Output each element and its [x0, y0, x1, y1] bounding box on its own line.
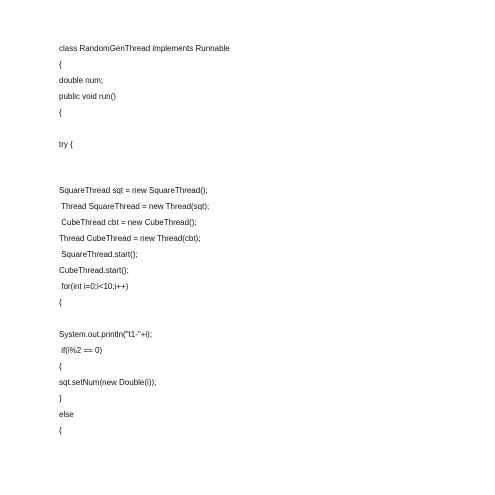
code-line: {	[59, 426, 62, 435]
code-line: sqt.setNum(new Double(i));	[59, 378, 157, 387]
code-line: public void run()	[59, 92, 116, 101]
code-line: {	[59, 60, 62, 69]
code-line: CubeThread cbt = new CubeThread();	[59, 218, 197, 227]
code-line: CubeThread.start();	[59, 266, 129, 275]
code-line: Thread SquareThread = new Thread(sqt);	[59, 202, 210, 211]
code-line: {	[59, 108, 62, 117]
code-line: SquareThread.start();	[59, 250, 138, 259]
code-line: try {	[59, 140, 73, 149]
code-line: double num;	[59, 76, 104, 85]
code-line: for(int i=0;i<10;i++)	[59, 282, 129, 291]
code-line: }	[59, 394, 62, 403]
code-line: {	[59, 362, 62, 371]
code-line: class RandomGenThread implements Runnable	[59, 44, 230, 53]
code-line: if(i%2 == 0)	[59, 346, 103, 355]
code-line: Thread CubeThread = new Thread(cbt);	[59, 234, 201, 243]
code-line: SquareThread sqt = new SquareThread();	[59, 186, 208, 195]
code-line: else	[59, 410, 74, 419]
code-line: System.out.println("t1-"+i);	[59, 330, 153, 339]
code-line: {	[59, 298, 62, 307]
